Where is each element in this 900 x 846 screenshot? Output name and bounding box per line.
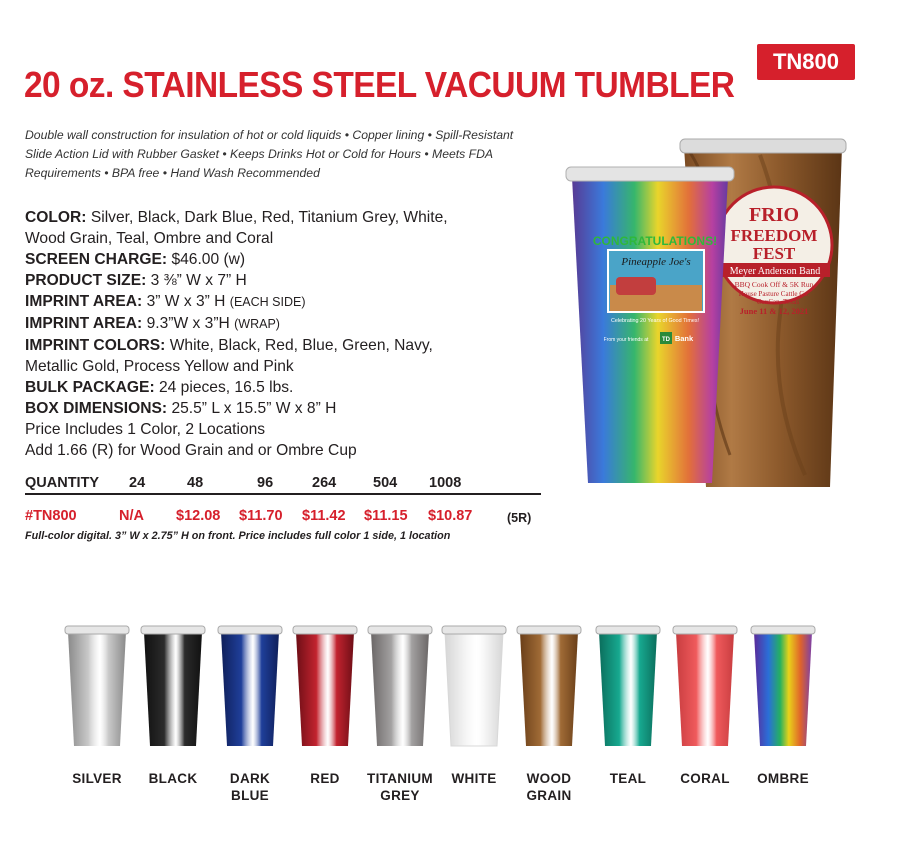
tumbler-icon: [748, 622, 818, 750]
swatch-white: [437, 622, 511, 786]
quantity-value: 264: [312, 475, 337, 491]
spec-value: 3” W x 3” H: [146, 293, 226, 310]
swatch-label: BLACK: [148, 771, 198, 786]
wood-tumbler-lid: [680, 139, 846, 153]
logo-text: FRIO: [749, 204, 799, 226]
swatch-teal: [591, 622, 665, 786]
color-swatches: [60, 622, 860, 812]
spec-price-includes: Price Includes 1 Color, 2 Locations: [25, 421, 266, 438]
quantity-header: [25, 475, 541, 495]
ombre-tumbler-lid: [566, 167, 734, 181]
tumbler-body: [221, 632, 279, 746]
imprint-text: Bank: [674, 334, 694, 343]
price-value: $10.87: [428, 508, 473, 524]
specifications: [25, 207, 545, 461]
tumbler-body: [754, 632, 812, 746]
swatch-wood-grain: [512, 622, 586, 803]
description-line: Double wall construction for insulation of hot or cold liquids • Copper lining • Spill-Resistant: [25, 128, 514, 142]
pricing-note: Full-color digital. 3” W x 2.75” H on front. Price includes full color 1 side, 1 location: [25, 530, 451, 542]
logo-text: BBQ Cook Off & 5K Run: [734, 280, 814, 289]
swatch-label: WOOD GRAIN: [526, 771, 572, 803]
spec-label: PRODUCT SIZE:: [25, 272, 147, 289]
tumbler-lid: [368, 626, 432, 634]
spec-imprint-area: [25, 291, 545, 313]
swatch-label: DARK BLUE: [229, 771, 271, 803]
tumbler-lid: [293, 626, 357, 634]
spec-value: Metallic Gold, Process Yellow and Pink: [25, 358, 294, 375]
tumbler-lid: [751, 626, 815, 634]
logo-text: FEST: [752, 244, 796, 263]
price-value: $11.15: [364, 508, 408, 524]
spec-imprint-area-wrap: [25, 313, 545, 335]
swatch-dark-blue: [213, 622, 287, 803]
description-line: Slide Action Lid with Rubber Gasket • Keeps Drinks Hot or Cold for Hours • Meets FDA: [25, 147, 494, 161]
spec-label: BULK PACKAGE:: [25, 379, 155, 396]
price-row: [25, 508, 545, 528]
logo-text: June 11 & 12, 2021: [739, 306, 809, 316]
swatch-label: RED: [310, 771, 340, 786]
tumbler-body: [371, 632, 429, 746]
price-value: $12.08: [176, 508, 221, 524]
tumbler-icon: [62, 622, 132, 750]
tumbler-icon: [670, 622, 740, 750]
swatch-titanium-grey: [363, 622, 437, 803]
price-value: $11.70: [239, 508, 283, 524]
spec-value: Silver, Black, Dark Blue, Red, Titanium Grey, White,: [90, 209, 448, 226]
price-value: $11.42: [302, 508, 346, 524]
hero-tumbler-image: [560, 135, 860, 495]
swatch-coral: [668, 622, 742, 786]
imprint-text: From your friends at: [603, 337, 649, 343]
spec-note: (EACH SIDE): [229, 295, 306, 309]
swatch-label: TEAL: [609, 771, 647, 786]
spec-label: IMPRINT AREA:: [25, 293, 143, 310]
tumbler-body: [599, 632, 657, 746]
product-code-badge: TN800: [757, 44, 855, 80]
quantity-value: 48: [187, 475, 204, 491]
tumbler-lid: [517, 626, 581, 634]
swatch-label: TITANIUM GREY: [367, 771, 433, 803]
tumbler-body: [520, 632, 578, 746]
spec-value: 3 ⅜” W x 7” H: [150, 272, 247, 289]
tumbler-icon: [138, 622, 208, 750]
spec-value: 24 pieces, 16.5 lbs.: [159, 379, 294, 396]
spec-screen-charge: [25, 249, 545, 270]
quantity-value: 24: [129, 475, 146, 491]
tumbler-lid: [673, 626, 737, 634]
spec-imprint-colors: [25, 335, 545, 356]
spec-label: COLOR:: [25, 209, 87, 226]
swatch-ombre: [746, 622, 820, 786]
quantity-label: QUANTITY: [25, 475, 100, 491]
spec-add-note: Add 1.66 (R) for Wood Grain and or Ombre Cup: [25, 442, 357, 459]
spec-box-dimensions: [25, 398, 545, 419]
quantity-value: 96: [257, 475, 274, 491]
product-description: [25, 126, 515, 183]
swatch-label: WHITE: [451, 771, 497, 786]
tumbler-body: [676, 632, 734, 746]
logo-text: Meyer Anderson Band: [729, 266, 821, 277]
tumbler-lid: [65, 626, 129, 634]
spec-imprint-colors-cont: [25, 356, 545, 377]
tumbler-body: [296, 632, 354, 746]
swatch-red: [288, 622, 362, 786]
description-line: Requirements • BPA free • Hand Wash Recommended: [25, 166, 320, 180]
spec-label: SCREEN CHARGE:: [25, 251, 168, 268]
spec-value: $46.00 (w): [171, 251, 246, 268]
tumbler-icon: [514, 622, 584, 750]
swatch-label: OMBRE: [757, 771, 809, 786]
product-title: 20 oz. STAINLESS STEEL VACUUM TUMBLER: [24, 64, 735, 105]
spec-label: BOX DIMENSIONS:: [25, 400, 168, 417]
quantity-value: 504: [373, 475, 398, 491]
quantity-value: 1008: [429, 475, 462, 491]
spec-color: [25, 207, 545, 228]
spec-value: 25.5” L x 15.5” W x 8” H: [171, 400, 337, 417]
tumbler-icon: [365, 622, 435, 750]
spec-note: (WRAP): [234, 317, 280, 331]
spec-label: IMPRINT COLORS:: [25, 337, 166, 354]
swatch-black: [136, 622, 210, 786]
logo-text: FREEDOM: [730, 226, 818, 245]
swatch-silver: [60, 622, 134, 786]
logo-text: House Pasture Cattle Co.: [738, 290, 810, 298]
item-number: #TN800: [25, 508, 77, 524]
tumbler-lid: [442, 626, 506, 634]
tumbler-icon: [439, 622, 509, 750]
tumbler-icon: [290, 622, 360, 750]
tumbler-icon: [215, 622, 285, 750]
imprint-text: CONGRATULATIONS!: [592, 234, 718, 248]
spec-label: IMPRINT AREA:: [25, 315, 143, 332]
tumbler-icon: [593, 622, 663, 750]
swatch-label: SILVER: [72, 771, 122, 786]
spec-value: White, Black, Red, Blue, Green, Navy,: [169, 337, 433, 354]
tumbler-lid: [218, 626, 282, 634]
imprint-text: Pineapple Joe's: [621, 256, 691, 268]
spec-value: Wood Grain, Teal, Ombre and Coral: [25, 230, 274, 247]
imprint-text: TD: [662, 337, 670, 343]
price-code: (5R): [507, 511, 532, 525]
swatch-label: CORAL: [680, 771, 730, 786]
tumbler-lid: [141, 626, 205, 634]
logo-text: ConCan, Texas: [756, 298, 800, 306]
spec-bulk-package: [25, 377, 545, 398]
tumbler-body: [445, 632, 503, 746]
tumbler-body: [68, 632, 126, 746]
spec-product-size: [25, 270, 545, 291]
imprint-text: Celebrating 20 Years of Good Times!: [610, 318, 700, 324]
spec-value: 9.3”W x 3”H: [146, 315, 230, 332]
spec-color-cont: [25, 228, 545, 249]
tumbler-body: [144, 632, 202, 746]
tumbler-lid: [596, 626, 660, 634]
price-value: N/A: [119, 508, 144, 524]
